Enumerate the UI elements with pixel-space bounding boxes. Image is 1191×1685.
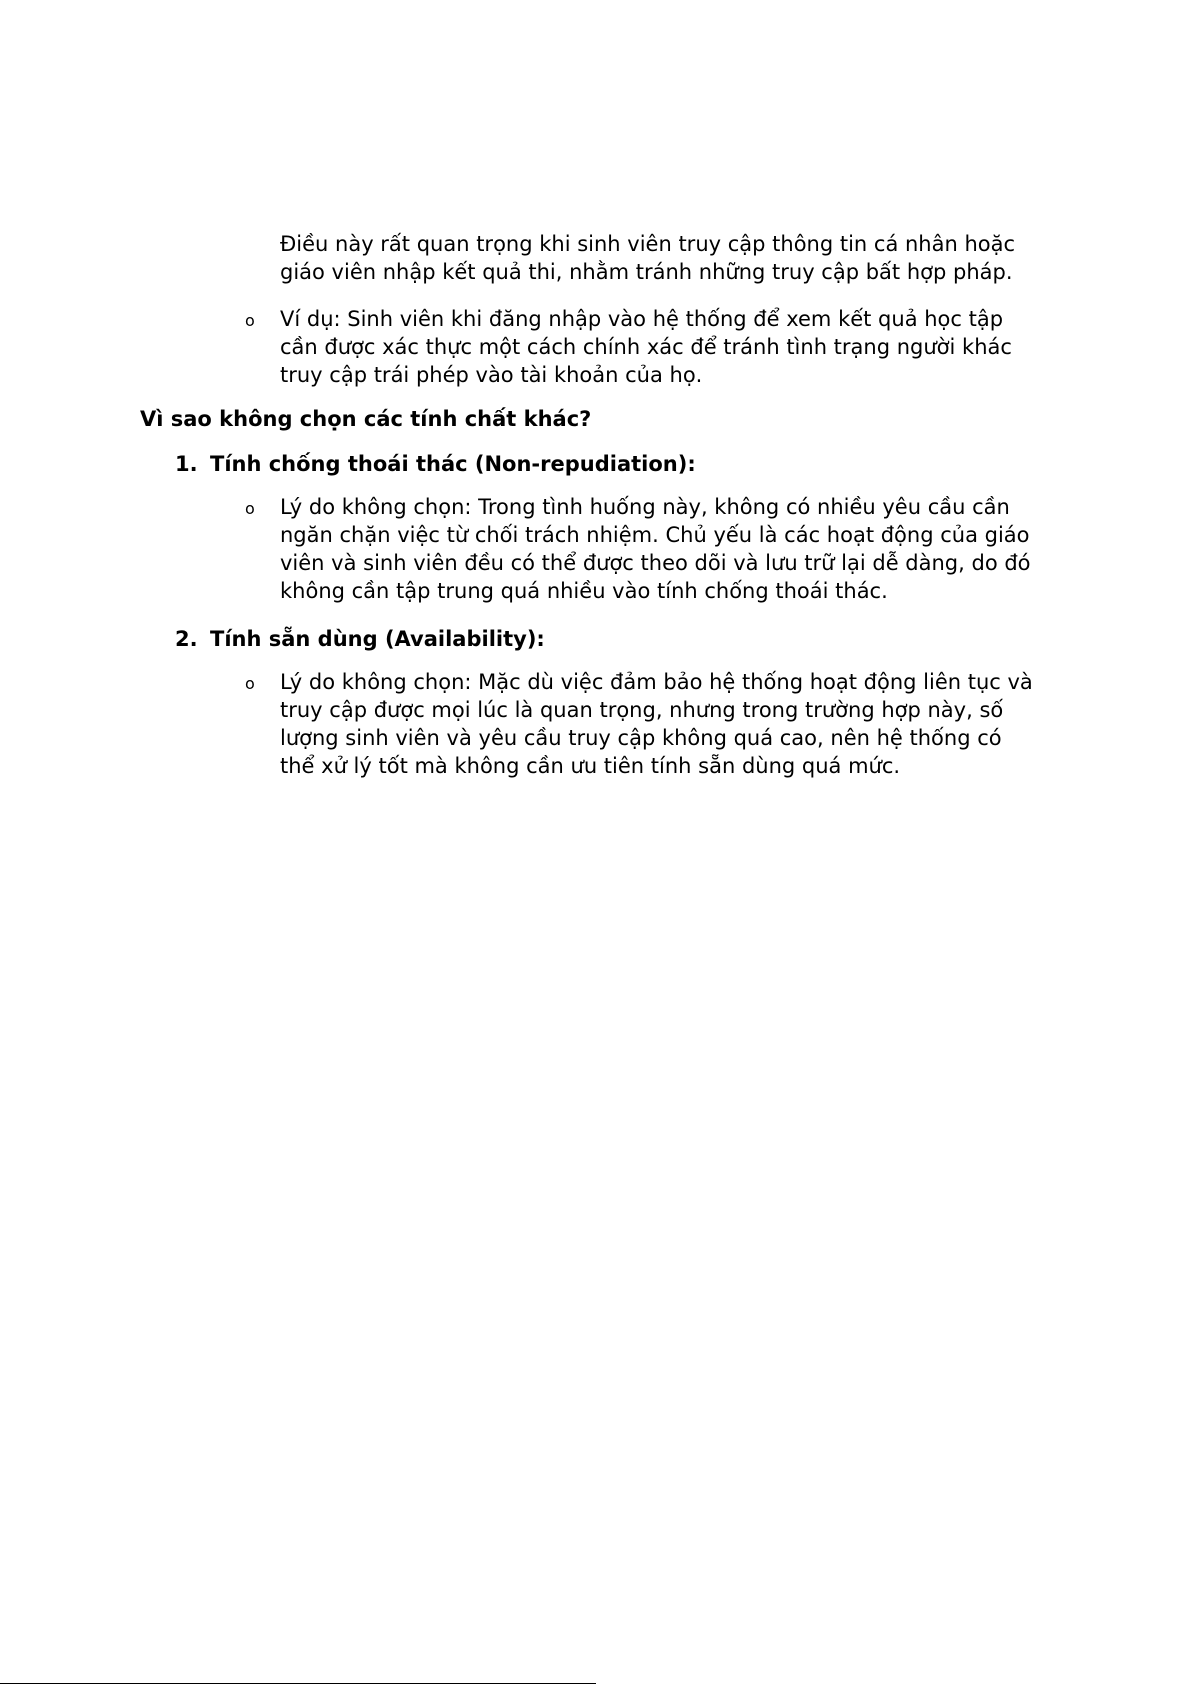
footnote-separator xyxy=(0,1683,596,1684)
paragraph-line: thể xử lý tốt mà không cần ưu tiên tính sẵn dùng quá mức. xyxy=(280,754,901,778)
paragraph-line: Lý do không chọn: Trong tình huống này, không có nhiều yêu cầu cần xyxy=(280,495,1010,519)
paragraph-line: giáo viên nhập kết quả thi, nhằm tránh những truy cập bất hợp pháp. xyxy=(280,260,1013,284)
item-title: Tính chống thoái thác (Non-repudiation): xyxy=(210,452,696,476)
paragraph-line: truy cập được mọi lúc là quan trọng, nhưng trong trường hợp này, số xyxy=(280,698,1004,722)
list-number: 1. xyxy=(175,452,198,476)
section-heading: Vì sao không chọn các tính chất khác? xyxy=(140,407,592,431)
paragraph-line: lượng sinh viên và yêu cầu truy cập không quá cao, nên hệ thống có xyxy=(280,726,1002,750)
paragraph-line: Lý do không chọn: Mặc dù việc đảm bảo hệ thống hoạt động liên tục và xyxy=(280,670,1033,694)
paragraph-line: truy cập trái phép vào tài khoản của họ. xyxy=(280,363,703,387)
hollow-bullet-icon: o xyxy=(245,674,255,693)
paragraph-line: Ví dụ: Sinh viên khi đăng nhập vào hệ thống để xem kết quả học tập xyxy=(280,307,1004,331)
paragraph-line: cần được xác thực một cách chính xác để tránh tình trạng người khác xyxy=(280,335,1012,359)
hollow-bullet-icon: o xyxy=(245,311,255,330)
paragraph-line: ngăn chặn việc từ chối trách nhiệm. Chủ yếu là các hoạt động của giáo xyxy=(280,523,1030,547)
item-title: Tính sẵn dùng (Availability): xyxy=(210,627,545,651)
item-reason-paragraph xyxy=(280,668,1033,780)
paragraph-line: viên và sinh viên đều có thể được theo dõi và lưu trữ lại dễ dàng, do đó xyxy=(280,551,1031,575)
hollow-bullet-icon: o xyxy=(245,499,255,518)
list-number: 2. xyxy=(175,627,198,651)
example-paragraph xyxy=(280,305,1012,389)
paragraph-line: không cần tập trung quá nhiều vào tính chống thoái thác. xyxy=(280,579,888,603)
continuation-paragraph xyxy=(280,230,1015,286)
paragraph-line: Điều này rất quan trọng khi sinh viên truy cập thông tin cá nhân hoặc xyxy=(280,232,1016,256)
item-reason-paragraph xyxy=(280,493,1031,605)
